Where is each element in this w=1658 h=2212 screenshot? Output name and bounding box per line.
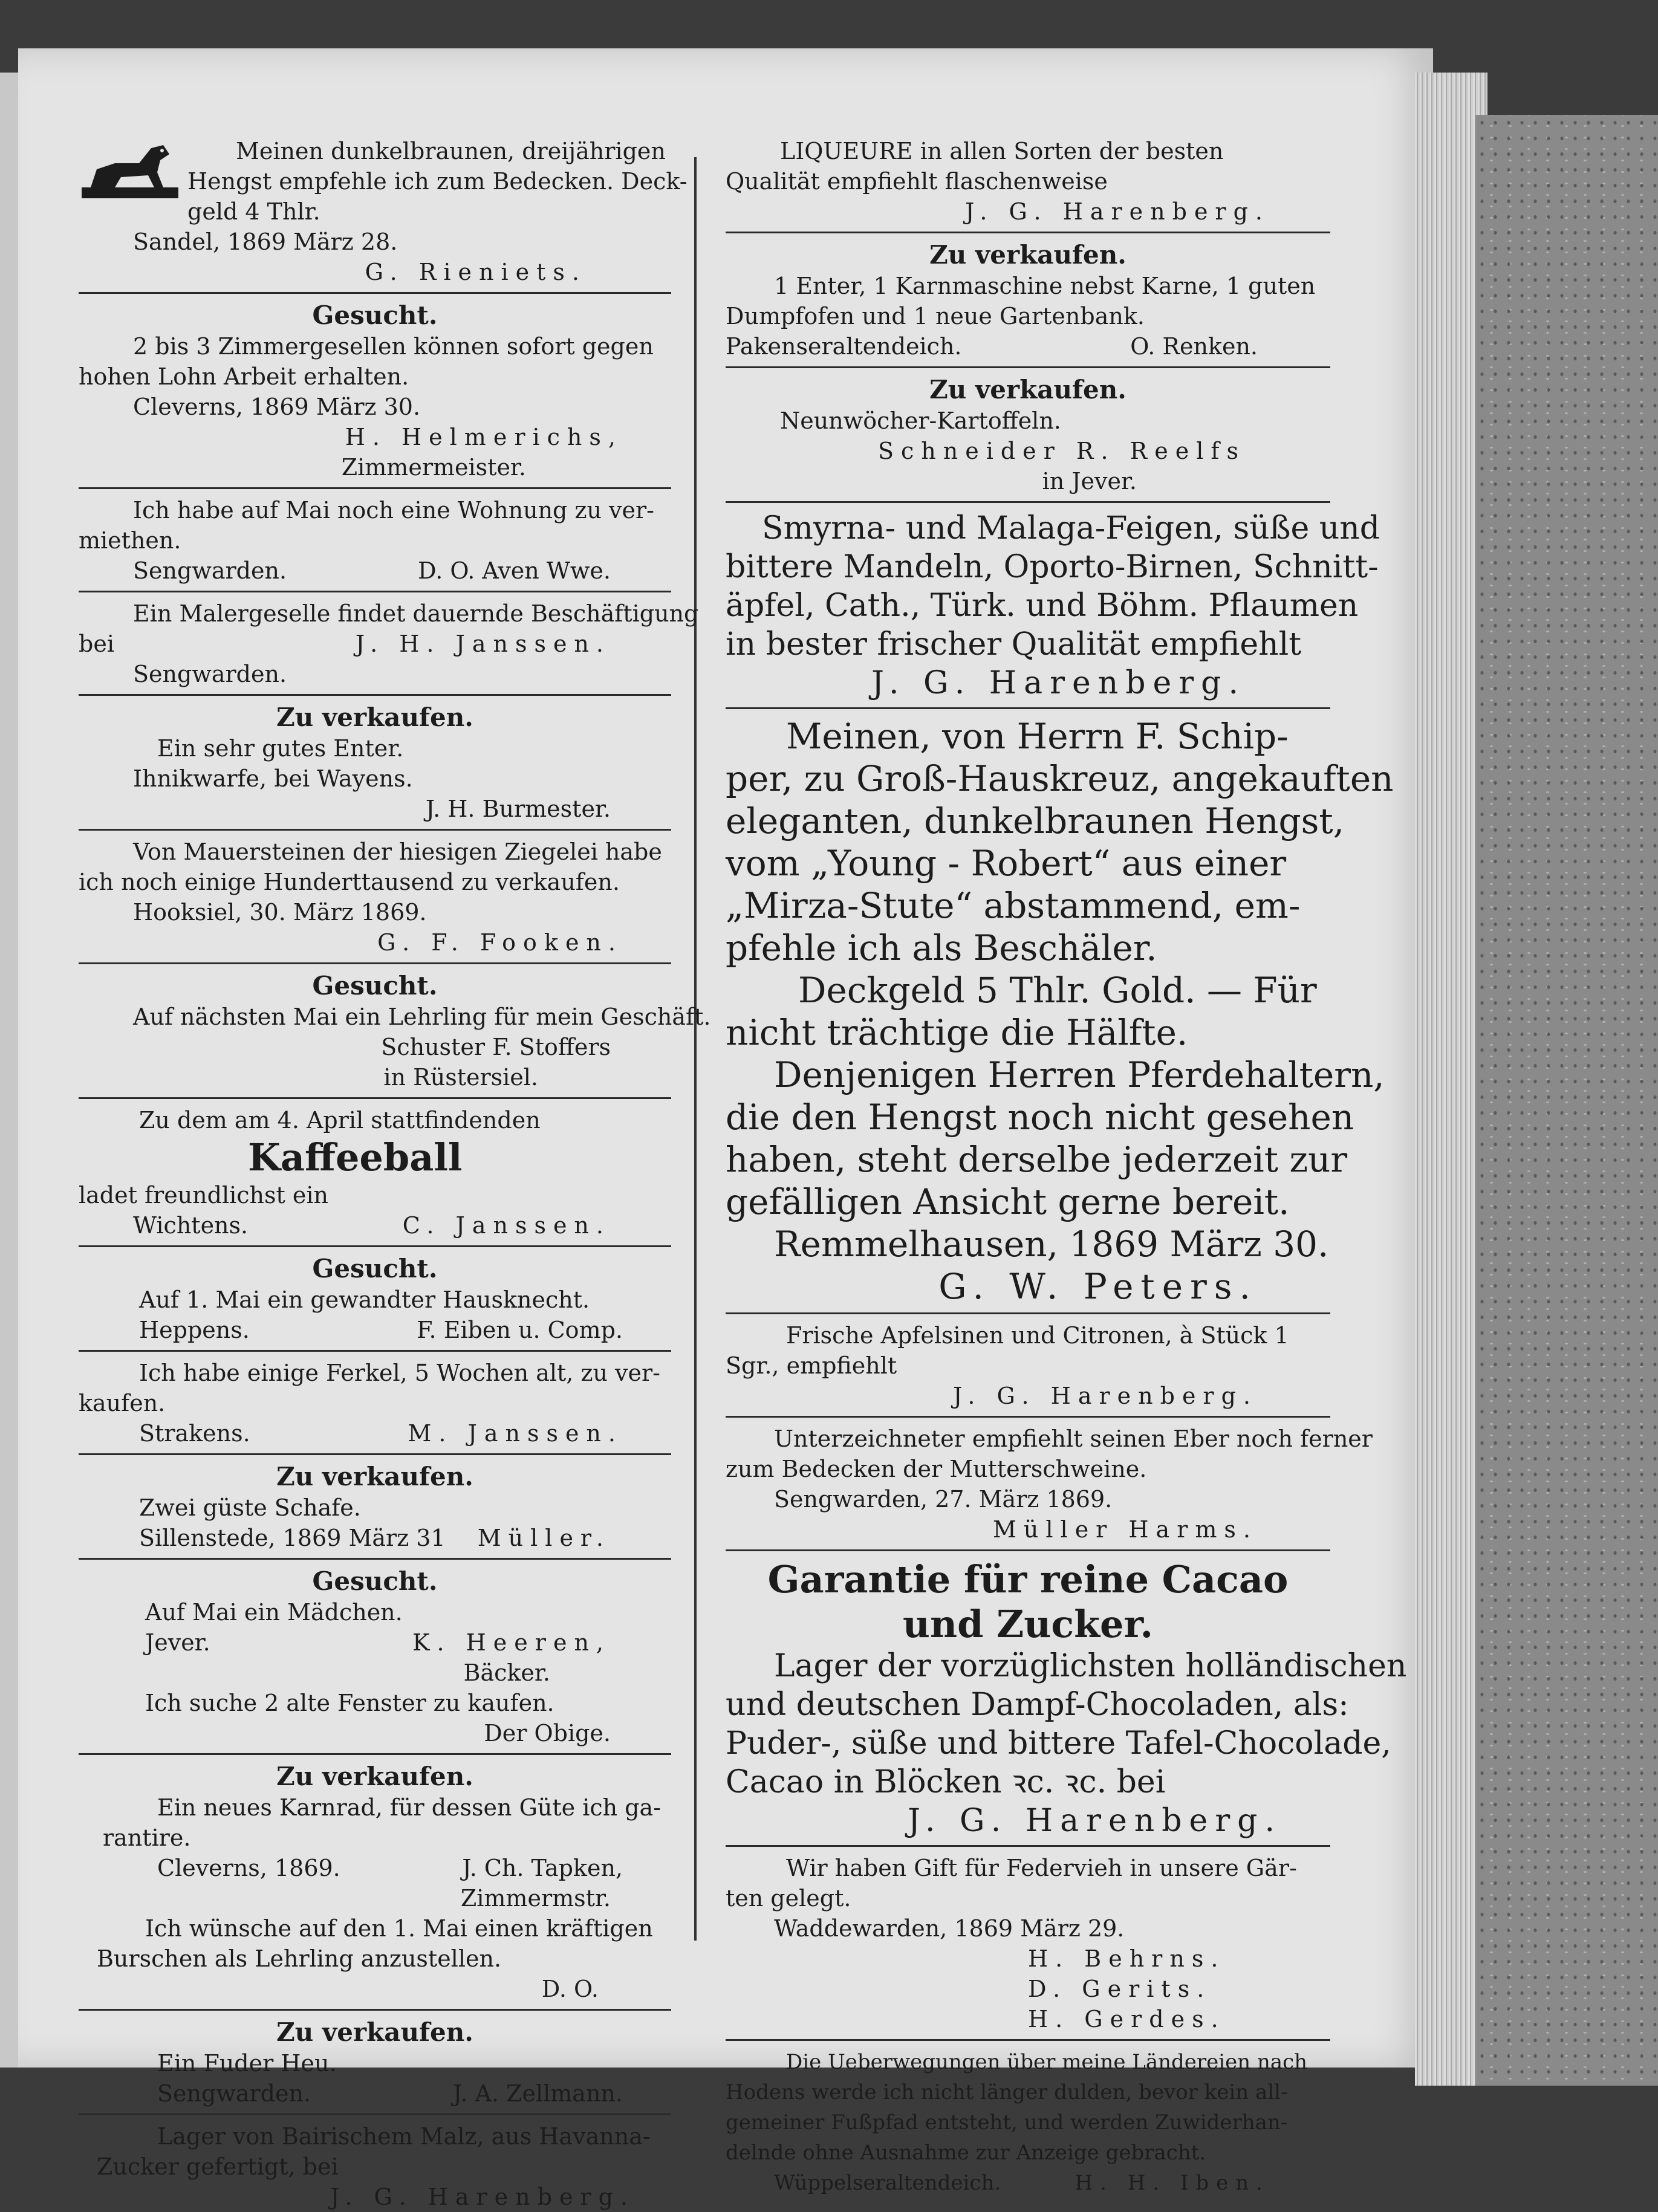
ad-line: nicht trächtige die Hälfte.: [726, 1012, 1188, 1053]
ad-enter-karnmaschine: [726, 239, 1330, 362]
ad-line: Ein Malergeselle findet dauernde Beschäftigung: [133, 600, 699, 627]
ad-heading: Gesucht.: [312, 1254, 438, 1283]
signature-title: Bäcker.: [463, 1659, 550, 1686]
signature: O. Renken.: [1130, 333, 1258, 360]
ad-line: Qualität empfiehlt flaschenweise: [726, 168, 1108, 195]
ad-line: Deckgeld 5 Thlr. Gold. — Für: [798, 970, 1317, 1011]
divider-rule: [79, 1558, 671, 1560]
ad-hausknecht: [79, 1253, 671, 1345]
ad-line: Sgr., empfiehlt: [726, 1352, 897, 1379]
signature: F. Eiben u. Comp.: [417, 1317, 623, 1343]
ad-line: Hodens werde ich nicht länger dulden, bevor kein all-: [726, 2080, 1288, 2104]
horse-icon: [79, 136, 181, 203]
ad-line: Wir haben Gift für Federvieh in unsere Gär-: [786, 1855, 1297, 1881]
ad-mauersteine: [79, 837, 671, 958]
place: Sengwarden.: [133, 557, 287, 584]
ad-line: Denjenigen Herren Pferdehaltern,: [774, 1054, 1385, 1095]
ad-maedchen: [79, 1566, 671, 1748]
ad-line: Ich habe einige Ferkel, 5 Wochen alt, zu ver-: [139, 1360, 660, 1386]
signature: G. Rieniets.: [365, 259, 587, 285]
ad-ferkel: [79, 1358, 671, 1448]
ad-line: Neunwöcher-Kartoffeln.: [780, 407, 1061, 434]
divider-rule: [79, 591, 671, 592]
ad-line: äpfel, Cath., Türk. und Böhm. Pflaumen: [726, 588, 1359, 624]
ad-line: bei: [79, 631, 114, 657]
signature: J. G. Harenberg.: [953, 1383, 1258, 1409]
ad-heu: [79, 2017, 671, 2109]
ad-heading: Gesucht.: [312, 300, 438, 330]
place: Wichtens.: [133, 1212, 249, 1239]
ad-heading: Zu verkaufen.: [929, 375, 1126, 404]
ad-line: Ein neues Karnrad, für dessen Güte ich ga-: [157, 1794, 662, 1821]
ad-heading: Gesucht.: [312, 1566, 438, 1596]
ad-gift: [726, 1853, 1330, 2034]
ad-horse-rieniets: [79, 136, 688, 281]
signature: Der Obige.: [484, 1720, 611, 1747]
divider-rule: [79, 2009, 671, 2011]
ad-ueberwegungen: [726, 2047, 1330, 2198]
ad-line: Puder-, süße und bittere Tafel-Chocolade,: [726, 1725, 1391, 1762]
ad-line: delnde ohne Ausnahme zur Anzeige gebracht.: [726, 2141, 1206, 2165]
signature: Müller Harms.: [993, 1516, 1258, 1543]
ad-line: ich noch einige Hunderttausend zu verkaufen.: [79, 869, 620, 895]
ad-line: Waddewarden, 1869 März 29.: [774, 1915, 1125, 1942]
divider-rule: [79, 1097, 671, 1099]
signature: K. Heeren,: [412, 1629, 611, 1656]
ad-line: ladet freundlichst ein: [79, 1182, 328, 1208]
ad-cacao: [726, 1557, 1407, 1840]
divider-rule: [79, 1245, 671, 1247]
divider-rule: [79, 2113, 671, 2115]
ad-line: „Mirza-Stute“ abstammend, em-: [726, 885, 1301, 926]
ad-wohnung: [79, 495, 671, 586]
signature: J. Ch. Tapken,: [462, 1855, 623, 1881]
ad-line: Von Mauersteinen der hiesigen Ziegelei habe: [133, 838, 662, 865]
ad-big-heading: Kaffeeball: [248, 1135, 463, 1179]
ad-line: eleganten, dunkelbraunen Hengst,: [726, 800, 1345, 842]
signature-place: in Rüstersiel.: [383, 1064, 538, 1091]
place: Sengwarden.: [133, 661, 287, 687]
ad-line: Zu dem am 4. April stattfindenden: [139, 1107, 541, 1134]
ad-line: LIQUEURE in allen Sorten der besten: [780, 138, 1224, 164]
ad-line: Lager der vorzüglichsten holländischen: [774, 1648, 1407, 1684]
ad-big-heading: und Zucker.: [902, 1602, 1154, 1646]
ad-line: Lager von Bairischem Malz, aus Havanna-: [157, 2123, 651, 2150]
place: Pakenseraltendeich.: [726, 333, 962, 360]
ad-line: und deutschen Dampf-Chocoladen, als:: [726, 1687, 1349, 1723]
divider-rule: [726, 232, 1330, 233]
place: Sengwarden.: [157, 2080, 311, 2107]
divider-rule: [726, 366, 1330, 368]
ad-line: Hengst empfehle ich zum Bedecken. Deck-: [187, 168, 688, 195]
ad-kartoffeln: [726, 374, 1330, 496]
signature: C. Janssen.: [402, 1212, 611, 1239]
ad-line: in bester frischer Qualität empfiehlt: [726, 626, 1302, 663]
ad-line: miethen.: [79, 527, 181, 554]
signature: Müller.: [477, 1525, 611, 1551]
ad-line: Auf 1. Mai ein gewandter Hausknecht.: [139, 1286, 590, 1313]
ad-line: bittere Mandeln, Oporto-Birnen, Schnitt-: [726, 549, 1379, 585]
ad-heading: Gesucht.: [312, 971, 438, 1001]
ad-line: Zucker gefertigt, bei: [97, 2153, 339, 2180]
ad-line: Cleverns, 1869 März 30.: [133, 394, 421, 420]
ad-line: Zwei güste Schafe.: [139, 1494, 361, 1521]
divider-rule: [79, 829, 671, 831]
place: Cleverns, 1869.: [157, 1855, 340, 1881]
signature: J. G. Harenberg.: [330, 2184, 635, 2210]
left-column: [79, 136, 711, 2212]
divider-rule: [726, 501, 1330, 503]
ad-heading: Zu verkaufen.: [929, 240, 1126, 270]
ad-kaffeeball: [79, 1105, 671, 1241]
place: Wüppelseraltendeich.: [774, 2171, 1001, 2195]
ad-heading: Zu verkaufen.: [276, 702, 473, 732]
ad-line: Ihnikwarfe, bei Wayens.: [133, 765, 413, 792]
ad-line: geld 4 Thlr.: [187, 198, 320, 225]
divider-rule: [726, 1312, 1330, 1314]
ad-apfelsinen: [726, 1320, 1330, 1411]
ad-line: Cacao in Blöcken ꝛc. ꝛc. bei: [726, 1764, 1166, 1800]
ad-line: Auf Mai ein Mädchen.: [145, 1599, 403, 1626]
signature: D. O. Aven Wwe.: [418, 557, 611, 584]
book-cover: [1475, 115, 1658, 2086]
signature: H. Gerdes.: [1028, 2006, 1226, 2032]
signature-title: Zimmermeister.: [341, 454, 526, 481]
ad-line: Ich wünsche auf den 1. Mai einen kräftigen: [145, 1915, 653, 1942]
divider-rule: [79, 1753, 671, 1755]
divider-rule: [726, 1416, 1330, 1418]
ad-line: Auf nächsten Mai ein Lehrling für mein Geschäft.: [133, 1004, 711, 1030]
ad-line: rantire.: [103, 1824, 191, 1851]
signature: J. H. Janssen.: [355, 631, 611, 657]
ad-eber: [726, 1424, 1373, 1545]
ad-line: Smyrna- und Malaga-Feigen, süße und: [762, 510, 1380, 547]
ad-malz: [79, 2121, 671, 2212]
divider-rule: [79, 292, 671, 294]
signature: D. Gerits.: [1028, 1976, 1212, 2002]
ad-line: hohen Lohn Arbeit erhalten.: [79, 363, 409, 390]
ad-line: Burschen als Lehrling anzustellen.: [97, 1945, 502, 1972]
ad-line: kaufen.: [79, 1390, 166, 1416]
ad-line: ten gelegt.: [726, 1885, 851, 1912]
signature: J. G. Harenberg.: [871, 665, 1246, 701]
ad-heading: Zu verkaufen.: [276, 2017, 473, 2047]
divider-rule: [79, 694, 671, 696]
divider-rule: [79, 962, 671, 964]
ad-lehrling-stoffers: [79, 970, 711, 1092]
ad-line: Meinen, von Herrn F. Schip-: [786, 716, 1289, 757]
signature-title: Zimmermstr.: [460, 1885, 611, 1912]
ad-line: Ein Fuder Heu.: [157, 2050, 337, 2077]
ad-line: pfehle ich als Beschäler.: [726, 927, 1157, 968]
signature: J. A. Zellmann.: [453, 2080, 623, 2107]
ad-line: zum Bedecken der Mutterschweine.: [726, 1456, 1147, 1482]
divider-rule: [726, 2039, 1330, 2041]
ad-malergeselle: [79, 598, 699, 689]
right-column: [726, 136, 1407, 2198]
ad-schafe: [79, 1461, 671, 1553]
ad-line: gemeiner Fußpfad entsteht, und werden Zuwiderhan-: [726, 2110, 1288, 2135]
divider-rule: [79, 1350, 671, 1352]
signature: Schneider R. Reelfs: [877, 438, 1246, 464]
ad-enter: [79, 702, 671, 824]
signature: M. Janssen.: [408, 1420, 623, 1447]
ad-line: per, zu Groß-Hauskreuz, angekauften: [726, 758, 1394, 799]
signature: J. G. Harenberg.: [965, 198, 1270, 225]
ad-heading: Zu verkaufen.: [276, 1462, 473, 1491]
divider-rule: [726, 1845, 1330, 1847]
divider-rule: [726, 707, 1330, 709]
ad-line: Remmelhausen, 1869 März 30.: [774, 1224, 1329, 1265]
signature: H. Helmerichs,: [345, 424, 623, 450]
ad-heading: Zu verkaufen.: [276, 1762, 473, 1791]
place: Strakens.: [139, 1420, 250, 1447]
divider-rule: [79, 1453, 671, 1455]
signature: G. F. Fooken.: [377, 929, 623, 956]
ad-line: Frische Apfelsinen und Citronen, à Stück 1: [786, 1322, 1289, 1349]
divider-rule: [79, 487, 671, 489]
signature: J. H. Burmester.: [425, 796, 611, 822]
signature: Schuster F. Stoffers: [381, 1034, 611, 1060]
ad-line: Ich habe auf Mai noch eine Wohnung zu ver-: [133, 497, 654, 524]
ad-line: Sengwarden, 27. März 1869.: [774, 1486, 1113, 1513]
ad-line: Dumpfofen und 1 neue Gartenbank.: [726, 303, 1145, 329]
ad-line: Sandel, 1869 März 28.: [133, 229, 398, 255]
ad-line: Ein sehr gutes Enter.: [157, 735, 404, 762]
signature: D. O.: [541, 1976, 599, 2002]
signature: G. W. Peters.: [938, 1266, 1258, 1307]
signature: J. G. Harenberg.: [908, 1803, 1282, 1839]
ad-feigen: [726, 509, 1380, 702]
ad-line: Ich suche 2 alte Fenster zu kaufen.: [145, 1690, 554, 1716]
ad-line: 1 Enter, 1 Karnmaschine nebst Karne, 1 guten: [774, 273, 1316, 299]
ad-line: die den Hengst noch nicht gesehen: [726, 1097, 1354, 1138]
signature: H. H. Iben.: [1074, 2171, 1270, 2195]
ad-hengst-peters: [726, 715, 1394, 1308]
ad-line: Unterzeichneter empfiehlt seinen Eber noch ferner: [774, 1425, 1373, 1452]
ad-line: vom „Young - Robert“ aus einer: [726, 843, 1287, 884]
column-divider: [694, 157, 697, 1941]
place: Jever.: [145, 1629, 210, 1656]
ad-zimmergesellen: [79, 300, 671, 482]
divider-rule: [726, 1549, 1330, 1551]
ad-line: Die Ueberwegungen über meine Ländereien nach: [786, 2050, 1308, 2074]
ad-karnrad: [79, 1761, 671, 1913]
ad-line: Meinen dunkelbraunen, dreijährigen: [236, 138, 666, 164]
signature-place: in Jever.: [1042, 468, 1137, 495]
ad-big-heading: Garantie für reine Cacao: [767, 1557, 1289, 1601]
ad-line: Hooksiel, 30. März 1869.: [133, 899, 427, 926]
ad-line: gefälligen Ansicht gerne bereit.: [726, 1181, 1290, 1222]
ad-liqueure: [726, 136, 1330, 227]
signature: H. Behrns.: [1028, 1945, 1226, 1972]
ad-line: haben, steht derselbe jederzeit zur: [726, 1139, 1348, 1180]
ad-line: 2 bis 3 Zimmergesellen können sofort gegen: [133, 333, 654, 360]
place: Sillenstede, 1869 März 31: [139, 1525, 446, 1551]
place: Heppens.: [139, 1317, 250, 1343]
ad-lehrling-do: [79, 1913, 671, 2004]
